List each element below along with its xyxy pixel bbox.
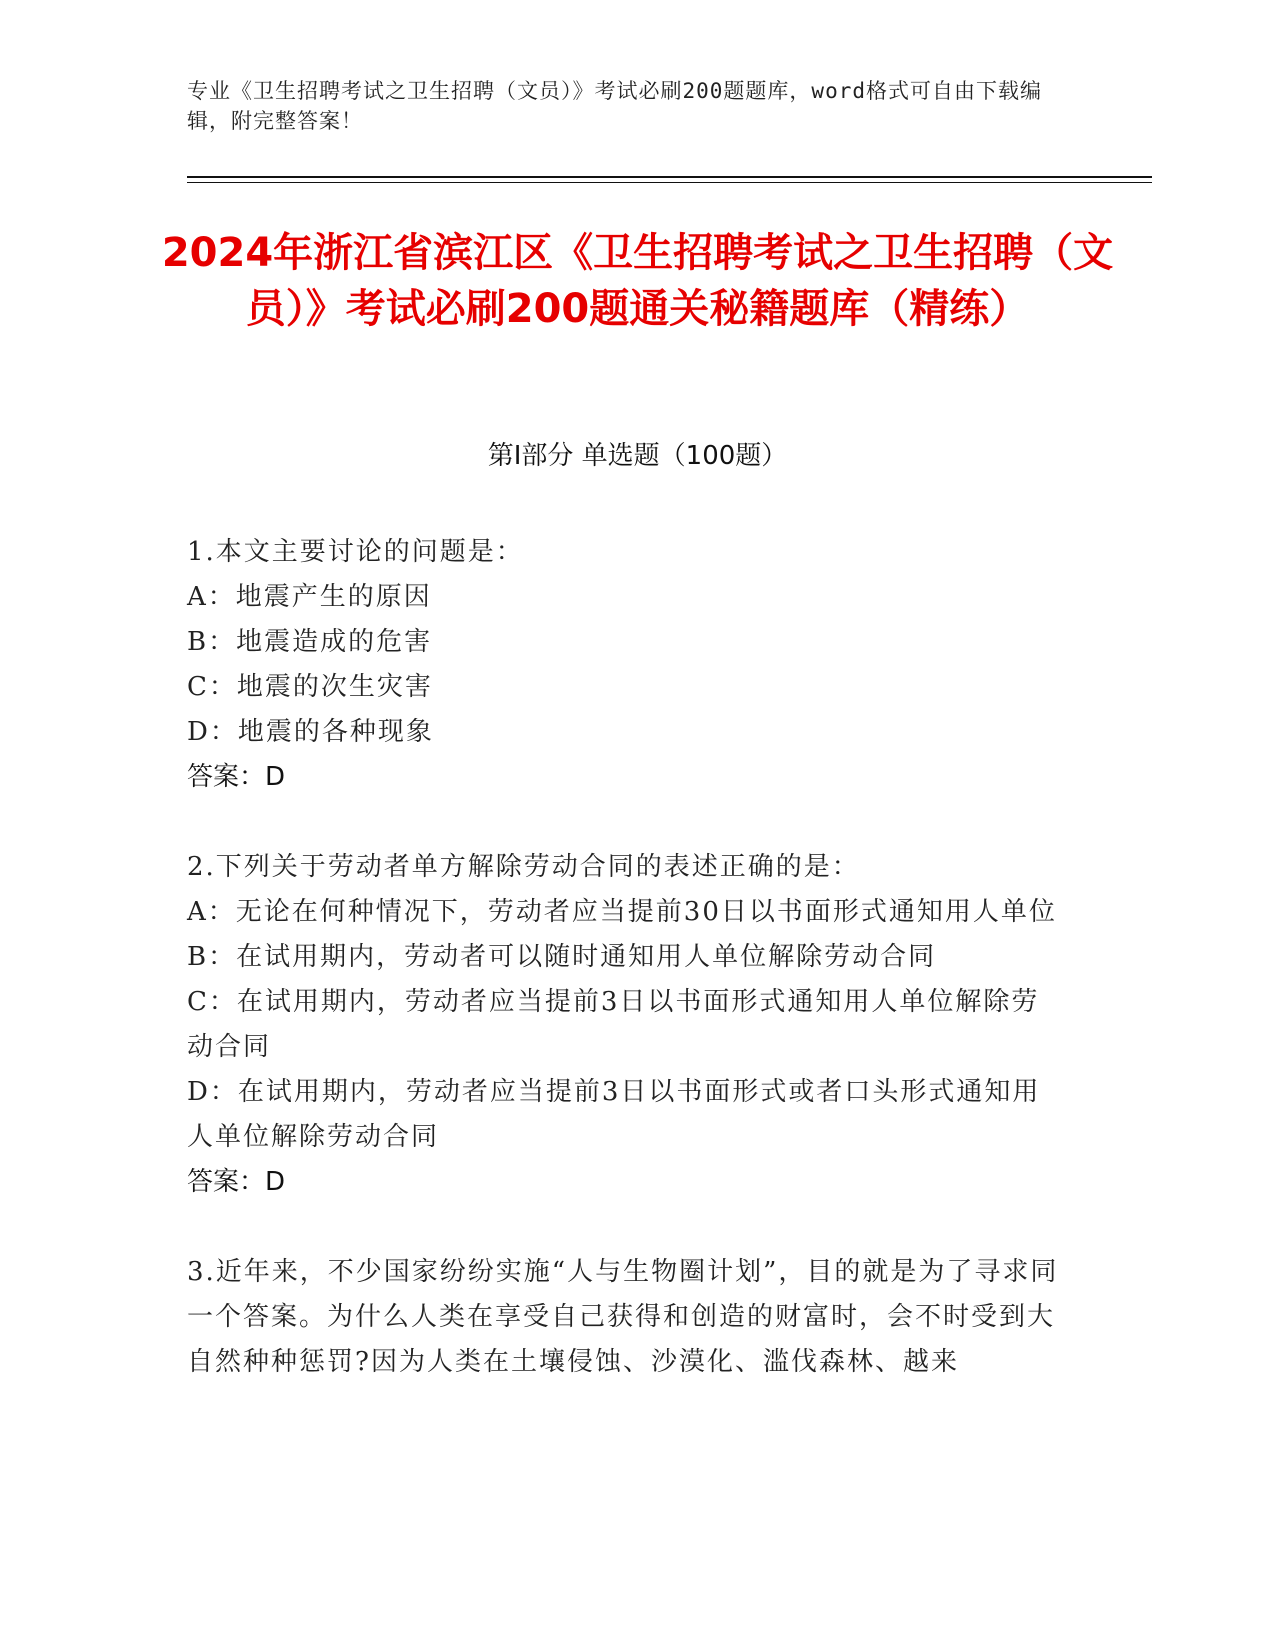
option-a: A：地震产生的原因 [187,582,432,612]
option-d: D：地震的各种现象 [187,717,434,747]
question-1 [187,530,1067,800]
question-stem: 3.近年来，不少国家纷纷实施“人与生物圈计划”，目的就是为了寻求同一个答案。为什么人类在享受自己获得和创造的财富时，会不时受到大自然种种惩罚?因为人类在土壤侵蚀、沙漠化、滥伐森林、越来 [187,1257,1059,1377]
document-title: 2024年浙江省滨江区《卫生招聘考试之卫生招聘（文员）》考试必刷200题通关秘籍题库（精练） [161,230,1114,332]
header-divider [187,176,1152,178]
option-d: D：在试用期内，劳动者应当提前3日以书面形式或者口头形式通知用人单位解除劳动合同 [187,1077,1041,1152]
header-divider-thin [187,182,1152,183]
answer: 答案：D [187,762,286,792]
option-c: C：地震的次生灾害 [187,672,433,702]
question-stem: 2.下列关于劳动者单方解除劳动合同的表述正确的是： [187,852,860,882]
header-note: 专业《卫生招聘考试之卫生招聘（文员）》考试必刷200题题库，word格式可自由下载编辑，附完整答案！ [187,79,1042,133]
question-3 [187,1250,1067,1385]
option-a: A：无论在何种情况下，劳动者应当提前30日以书面形式通知用人单位 [187,897,1057,927]
option-b: B：在试用期内，劳动者可以随时通知用人单位解除劳动合同 [187,942,937,972]
question-stem: 1.本文主要讨论的问题是： [187,537,524,567]
section-heading: 第Ⅰ部分 单选题（100题） [487,441,788,471]
answer: 答案：D [187,1167,286,1197]
option-c: C：在试用期内，劳动者应当提前3日以书面形式通知用人单位解除劳动合同 [187,987,1040,1062]
question-2 [187,845,1067,1205]
question-list [187,530,1067,1430]
option-b: B：地震造成的危害 [187,627,433,657]
